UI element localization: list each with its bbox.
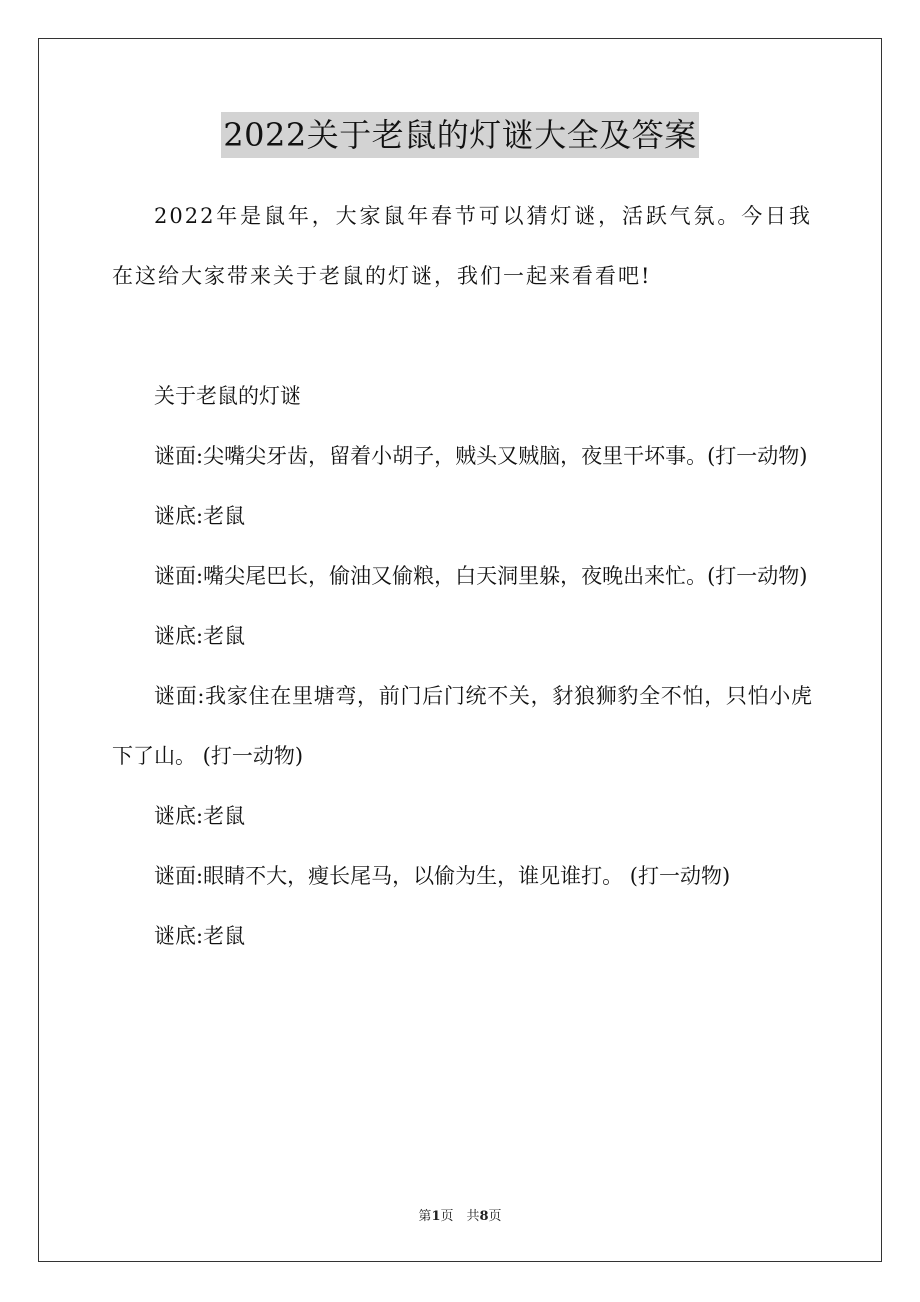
total-page-number: 8	[479, 1209, 489, 1224]
page-prefix: 第	[418, 1209, 432, 1224]
riddle-answer-2: 谜底:老鼠	[154, 624, 246, 648]
page-footer	[0, 1205, 920, 1224]
riddle-question-1: 谜面:尖嘴尖牙齿，留着小胡子，贼头又贼脑，夜里干坏事。(打一动物)	[154, 444, 808, 468]
riddle-answer-1: 谜底:老鼠	[154, 504, 246, 528]
current-page-number: 1	[431, 1209, 441, 1224]
page-middle: 页 共	[440, 1209, 480, 1224]
page-suffix: 页	[488, 1209, 502, 1224]
riddle-answer-3: 谜底:老鼠	[154, 804, 246, 828]
document-title: 2022关于老鼠的灯谜大全及答案	[221, 112, 698, 158]
section-heading: 关于老鼠的灯谜	[154, 384, 301, 408]
riddle-question-2: 谜面:嘴尖尾巴长，偷油又偷粮，白天洞里躲，夜晚出来忙。(打一动物)	[154, 564, 808, 588]
document-body	[112, 186, 812, 966]
intro-paragraph: 2022年是鼠年，大家鼠年春节可以猜灯谜，活跃气氛。今日我在这给大家带来关于老鼠的灯谜，我们一起来看看吧!	[112, 204, 812, 288]
title-container	[0, 112, 920, 158]
riddle-question-3: 谜面:我家住在里塘弯，前门后门统不关，豺狼狮豹全不怕，只怕小虎下了山。 (打一动物)	[112, 684, 812, 768]
riddle-question-4: 谜面:眼睛不大，瘦长尾马，以偷为生，谁见谁打。 (打一动物)	[154, 864, 731, 888]
blank-line	[112, 306, 812, 366]
riddle-answer-4: 谜底:老鼠	[154, 924, 246, 948]
